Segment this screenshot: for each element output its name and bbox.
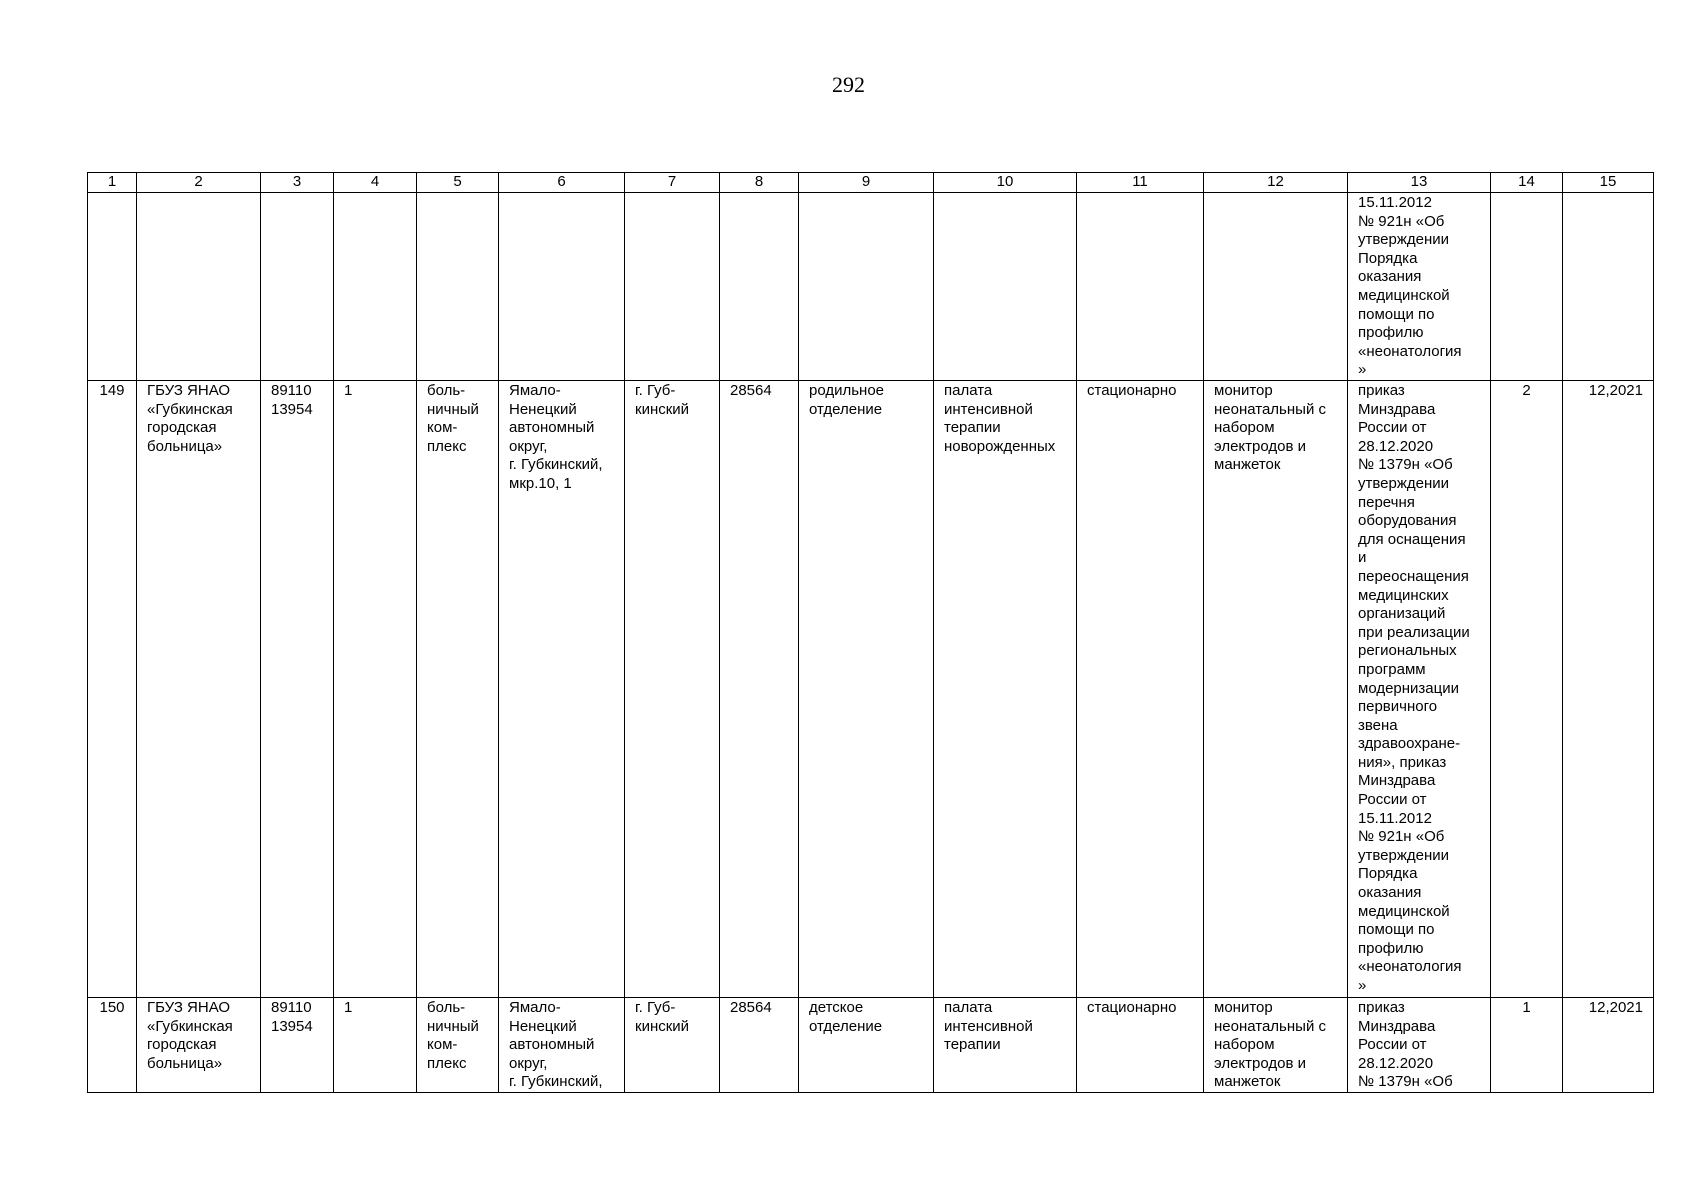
column-header-2: 2 xyxy=(137,173,261,193)
equipment-table xyxy=(87,172,1654,1093)
cell-text: 89110 13954 xyxy=(271,382,313,418)
cell-number xyxy=(88,193,137,381)
cell-text: боль- ничный ком- плекс xyxy=(427,999,479,1072)
cell-unit xyxy=(934,193,1077,381)
cell-regulation xyxy=(1348,193,1491,381)
column-header-8: 8 xyxy=(720,173,799,193)
cell-text: 15.11.2012 № 921н «Об утверждении Порядка оказания медицинской помощи по профилю «неонатология » xyxy=(1358,194,1462,379)
cell-text: 28564 xyxy=(730,382,772,399)
cell-text: г. Губ- кинский xyxy=(635,382,690,418)
cell-text: 12,2021 xyxy=(1588,382,1643,399)
column-header-10: 10 xyxy=(934,173,1077,193)
cell-text: монитор неонатальный с набором электродов и манжеток xyxy=(1214,999,1326,1091)
column-header-14: 14 xyxy=(1491,173,1563,193)
cell-text: 1 xyxy=(344,999,353,1016)
column-header-3: 3 xyxy=(261,173,334,193)
table-row-150 xyxy=(88,998,1654,1093)
column-header-9: 9 xyxy=(799,173,934,193)
cell-facility-type xyxy=(417,381,499,998)
cell-text: 1 xyxy=(344,382,353,399)
cell-department xyxy=(799,193,934,381)
cell-date xyxy=(1563,998,1654,1093)
cell-quantity xyxy=(1491,998,1563,1093)
column-header-1: 1 xyxy=(88,173,137,193)
cell-text xyxy=(1204,193,1347,380)
cell-department xyxy=(799,998,934,1093)
cell-text: детское отделение xyxy=(809,999,883,1035)
cell-text: боль- ничный ком- плекс xyxy=(427,382,479,455)
cell-text xyxy=(499,193,624,380)
cell-date xyxy=(1563,381,1654,998)
cell-unit xyxy=(934,381,1077,998)
cell-city xyxy=(625,381,720,998)
column-header-6: 6 xyxy=(499,173,625,193)
cell-col4 xyxy=(334,381,417,998)
cell-organization xyxy=(137,193,261,381)
cell-text: 89110 13954 xyxy=(271,999,313,1035)
header-row xyxy=(88,173,1654,193)
cell-facility-type xyxy=(417,998,499,1093)
cell-text: 12,2021 xyxy=(1588,999,1643,1016)
cell-text xyxy=(137,193,260,380)
cell-text: 28564 xyxy=(730,999,772,1016)
cell-text: родильное отделение xyxy=(809,382,885,418)
cell-text: 2 xyxy=(1522,382,1531,399)
cell-text xyxy=(1491,193,1562,380)
cell-text: ГБУЗ ЯНАО «Губкинская городская больница» xyxy=(147,999,233,1072)
column-header-13: 13 xyxy=(1348,173,1491,193)
cell-text: Ямало- Ненецкий автономный округ, г. Губкинский, xyxy=(509,999,603,1091)
cell-text: 1 xyxy=(1522,999,1531,1016)
cell-text xyxy=(799,193,933,380)
cell-code xyxy=(261,998,334,1093)
cell-text: приказ Минздрава России от 28.12.2020 № 1379н «Об xyxy=(1358,999,1453,1091)
cell-col8 xyxy=(720,193,799,381)
page-number: 292 xyxy=(832,72,865,97)
cell-department xyxy=(799,381,934,998)
cell-col4 xyxy=(334,193,417,381)
cell-organization xyxy=(137,381,261,998)
column-header-5: 5 xyxy=(417,173,499,193)
cell-quantity xyxy=(1491,193,1563,381)
cell-text: г. Губ- кинский xyxy=(635,999,690,1035)
cell-text: стационарно xyxy=(1087,382,1177,399)
cell-address xyxy=(499,193,625,381)
cell-equipment xyxy=(1204,381,1348,998)
cell-text xyxy=(261,193,333,380)
cell-address xyxy=(499,998,625,1093)
cell-text: Ямало- Ненецкий автономный округ, г. Губкинский, мкр.10, 1 xyxy=(509,382,603,492)
table-row-149 xyxy=(88,381,1654,998)
cell-text: палата интенсивной терапии xyxy=(944,999,1033,1054)
cell-code xyxy=(261,193,334,381)
cell-text: 150 xyxy=(99,999,125,1016)
cell-text: приказ Минздрава России от 28.12.2020 № 1379н «Об утверждении перечня оборудования для оснащения и переоснащения медицинских организаций при реализации региональных программ модернизации первичного звена здравоохране- ния», приказ Минздрава России от 15.11.2012 № 921н «Об утверждении Порядка оказания медицинской помощи по профилю «неонатология » xyxy=(1358,382,1470,994)
cell-col4 xyxy=(334,998,417,1093)
cell-number xyxy=(88,998,137,1093)
cell-col8 xyxy=(720,381,799,998)
cell-text xyxy=(720,193,798,380)
cell-city xyxy=(625,193,720,381)
cell-organization xyxy=(137,998,261,1093)
cell-city xyxy=(625,998,720,1093)
cell-text: монитор неонатальный с набором электродов и манжеток xyxy=(1214,382,1326,474)
cell-facility-type xyxy=(417,193,499,381)
cell-date xyxy=(1563,193,1654,381)
table-row-continuation xyxy=(88,193,1654,381)
column-header-7: 7 xyxy=(625,173,720,193)
cell-equipment xyxy=(1204,193,1348,381)
column-header-12: 12 xyxy=(1204,173,1348,193)
cell-care-type xyxy=(1077,193,1204,381)
cell-text xyxy=(417,193,498,380)
cell-regulation xyxy=(1348,381,1491,998)
cell-text xyxy=(1563,193,1653,380)
cell-regulation xyxy=(1348,998,1491,1093)
cell-text: стационарно xyxy=(1087,999,1177,1016)
cell-unit xyxy=(934,998,1077,1093)
cell-care-type xyxy=(1077,998,1204,1093)
column-header-4: 4 xyxy=(334,173,417,193)
cell-care-type xyxy=(1077,381,1204,998)
column-header-11: 11 xyxy=(1077,173,1204,193)
cell-text: 149 xyxy=(99,382,125,399)
cell-text: ГБУЗ ЯНАО «Губкинская городская больница» xyxy=(147,382,233,455)
column-header-15: 15 xyxy=(1563,173,1654,193)
cell-code xyxy=(261,381,334,998)
cell-col8 xyxy=(720,998,799,1093)
cell-number xyxy=(88,381,137,998)
cell-text xyxy=(1077,193,1203,380)
cell-text: палата интенсивной терапии новорожденных xyxy=(944,382,1056,455)
cell-text xyxy=(88,193,136,380)
cell-address xyxy=(499,381,625,998)
cell-text xyxy=(334,193,416,380)
cell-equipment xyxy=(1204,998,1348,1093)
cell-text xyxy=(625,193,719,380)
cell-text xyxy=(934,193,1076,380)
cell-quantity xyxy=(1491,381,1563,998)
